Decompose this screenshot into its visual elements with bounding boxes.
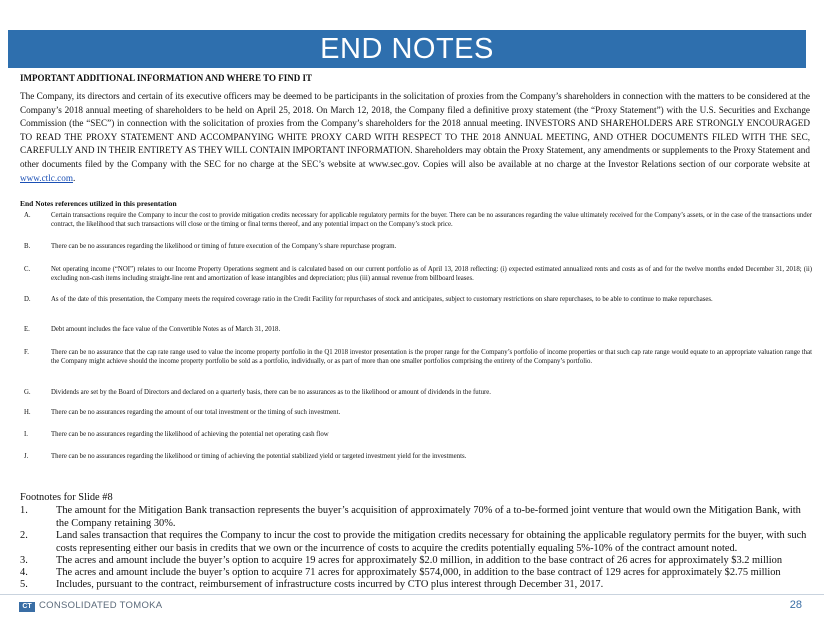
footnote-text: The amount for the Mitigation Bank transaction represents the buyer’s acquisition of approximately 70% of a to-be-formed joint venture that would own the Mitigation Bank, with the Company retaining 30%.: [56, 505, 801, 529]
important-info-text: The Company, its directors and certain of its executive officers may be deemed to be participants in the solicitation of proxies from the Company’s shareholders in connection with the matters to be considered at the Company’s 2018 annual meeting of shareholders to be held on April 25, 2018. On March 12, 2018, the Company filed a definitive proxy statement (the “Proxy Statement”) with the U.S. Securities and Exchange Commission (the “SEC”) in connection with the solicitation of proxies from the Company’s shareholders for the 2018 annual meeting. INVESTORS AND SHAREHOLDERS ARE STRONGLY ENCOURAGED TO READ THE PROXY STATEMENT AND ACCOMPANYING WHITE PROXY CARD WITH RESPECT TO THE 2018 ANNUAL MEETING, AND OTHER DOCUMENTS FILED WITH THE SEC, CAREFULLY AND IN THEIR ENTIRETY AS THEY WILL CONTAIN IMPORTANT INFORMATION. Shareholders may obtain the Proxy Statement, any amendments or supplements to the Proxy Statement and other documents filed by the Company with the SEC for no charge at the SEC’s website at www.sec.gov. Copies will also be available at no charge at the Investor Relations section of our corporate website at: [20, 91, 810, 169]
end-note-letter: J.: [24, 453, 29, 460]
end-note-text: There can be no assurances regarding the likelihood of achieving the potential net operating cash flow: [51, 431, 329, 438]
important-info-paragraph: [20, 90, 810, 185]
end-note-text: There can be no assurances regarding the likelihood or timing of future execution of the Company’s share repurchase program.: [51, 243, 397, 250]
footnotes-title: Footnotes for Slide #8: [20, 492, 113, 503]
footnote-number: 4.: [20, 567, 28, 578]
footer-divider: [0, 594, 824, 595]
end-note-letter: H.: [24, 409, 31, 416]
footnote-number: 5.: [20, 579, 28, 590]
footnote-text: Includes, pursuant to the contract, reimbursement of infrastructure costs incurred by CTO plus interest through December 31, 2017.: [56, 579, 604, 590]
end-note-letter: I.: [24, 431, 28, 438]
end-note-text: Certain transactions require the Company to incur the cost to provide mitigation credits necessary for applicable regulatory permits for the buyer. There can be no assurances regarding the value ultimately received for the Company’s assets, or in the case of the transactions under contract, the likelihood that such transactions will close or the timing or final terms thereof, and any potential impact on the Company’s stock price.: [51, 212, 812, 228]
footnote-number: 3.: [20, 555, 28, 566]
corporate-website-link[interactable]: www.ctlc.com: [20, 172, 73, 183]
end-note-text: As of the date of this presentation, the Company meets the required coverage ratio in the Credit Facility for repurchases of stock and anticipates, subject to customary restrictions on share repurchases, to be able to continue to make repurchases.: [51, 296, 713, 303]
footnote-number: 1.: [20, 505, 28, 516]
end-note-text: There can be no assurances regarding the amount of our total investment or the timing of such investment.: [51, 409, 341, 416]
end-note-text: Net operating income (“NOI”) relates to our Income Property Operations segment and is calculated based on our current portfolio as of April 13, 2018 reflecting: (i) expected estimated annualized rents and costs as of and for the twelve months ended December 31, 2018; (ii) excluding non-cash items including straight-line rent and amortization of lease intangibles and depreciation; plus (iii) annual revenue from billboard leases.: [51, 266, 812, 282]
important-info-heading: IMPORTANT ADDITIONAL INFORMATION AND WHERE TO FIND IT: [20, 73, 312, 83]
end-note-letter: E.: [24, 326, 30, 333]
end-note-letter: B.: [24, 243, 31, 250]
page-title: END NOTES: [8, 30, 806, 68]
end-note-letter: A.: [24, 212, 31, 219]
company-name: CONSOLIDATED TOMOKA: [39, 600, 163, 611]
footnote-number: 2.: [20, 530, 28, 541]
end-note-text: Dividends are set by the Board of Directors and declared on a quarterly basis, there can be no assurances as to the likelihood or amount of dividends in the future.: [51, 389, 491, 396]
end-note-letter: G.: [24, 389, 31, 396]
footnote-text: The acres and amount include the buyer’s option to acquire 19 acres for approximately $2.0 million, in addition to the base contract of 26 acres for approximately $3.2 million: [56, 555, 783, 566]
important-info-text-end: .: [72, 172, 76, 183]
end-notes-references-title: End Notes references utilized in this presentation: [20, 199, 177, 208]
end-note-text: There can be no assurance that the cap rate range used to value the income property portfolio in the Q1 2018 investor presentation is the proper range for the Company’s portfolio of income properties or that such cap rate range would equate to an appropriate valuation range that the Company might achieve should the income property portfolio be sold as a portfolio, individually, or as part of more than one smaller portfolios comprising the entirety of the Company’s portfolio.: [51, 349, 812, 365]
footnote-text: The acres and amount include the buyer’s option to acquire 71 acres for approximately $574,000, in addition to the base contract of 129 acres for approximately $2.75 million: [56, 567, 781, 578]
footnote-text: Land sales transaction that requires the Company to incur the cost to provide the mitigation credits necessary for obtaining the applicable regulatory permits for the buyer, with such costs representing either our basis in credits that we own or the incurrence of costs to acquire the credits potentially equaling 5%-10% of the contract amount noted.: [56, 530, 807, 554]
end-note-letter: F.: [24, 349, 29, 356]
company-logo-icon: CT: [19, 602, 35, 612]
page-number: 28: [789, 599, 802, 611]
end-note-letter: D.: [24, 296, 31, 303]
end-note-letter: C.: [24, 266, 31, 273]
end-note-text: Debt amount includes the face value of the Convertible Notes as of March 31, 2018.: [51, 326, 281, 333]
end-note-text: There can be no assurances regarding the likelihood or timing of achieving the potential stabilized yield or targeted investment yield for the investments.: [51, 453, 467, 460]
